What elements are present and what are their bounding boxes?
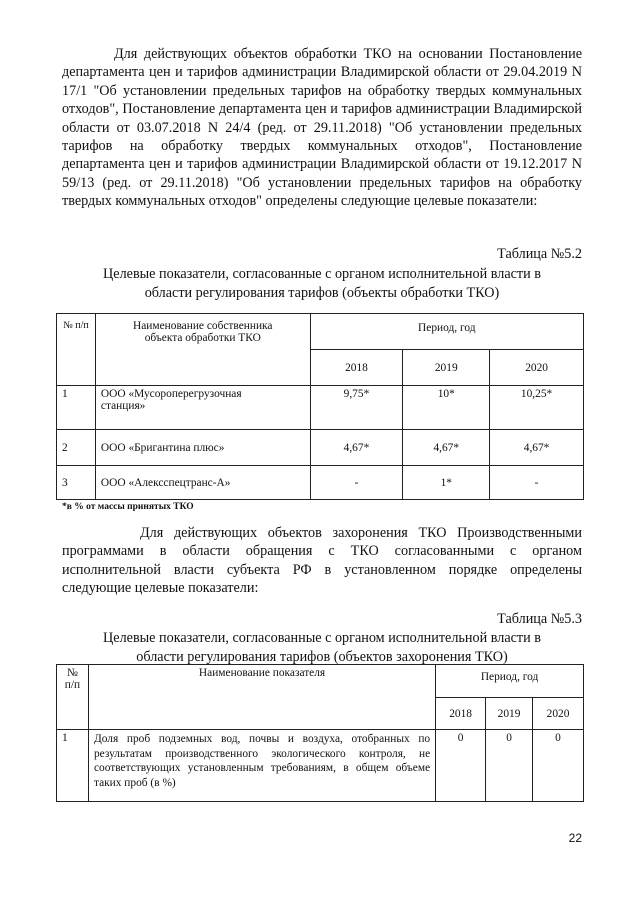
row-value: 0 — [486, 730, 533, 802]
row-value: 10* — [403, 386, 490, 430]
row-name: ООО «Алексспецтранс-А» — [95, 466, 310, 500]
row-num: 1 — [57, 386, 96, 430]
year-cell: 2019 — [486, 698, 533, 730]
row-num: 2 — [57, 430, 96, 466]
caption-line: Целевые показатели, согласованные с органом исполнительной власти в — [103, 630, 541, 646]
row-name: Доля проб подземных вод, почвы и воздуха, отобранных по результатам производственного экологического контроля, не соответствующих установленным требованиям, в общем объеме таких проб (в %) — [88, 730, 435, 802]
row-value: 0 — [533, 730, 584, 802]
page-number: 22 — [568, 831, 582, 845]
row-value: 4,67* — [310, 430, 403, 466]
header-line: объекта обработки ТКО — [144, 332, 261, 344]
col-name-header: Наименование показателя — [88, 665, 435, 730]
table-row — [57, 730, 584, 802]
year-cell: 2019 — [403, 350, 490, 386]
table-header-row — [57, 314, 584, 350]
col-name-header — [95, 314, 310, 386]
col-num-header: № п/п — [57, 314, 96, 386]
header-line: № — [67, 667, 78, 679]
caption-line: области регулирования тарифов (объекты обработки ТКО) — [144, 284, 500, 301]
col-period-header: Период, год — [310, 314, 583, 350]
table-header-row — [57, 665, 584, 698]
table-5-3 — [56, 664, 584, 802]
paragraph-processing-text: Для действующих объектов обработки ТКО на основании Постановление департамента цен и тарифов администрации Владимирской области от 29.04.2019 N 17/1 "Об установлении предельных тарифов на обработку твердых коммунальных отходов", Постановление департамента цен и тарифов администрации Владимирской области от 03.07.2018 N 24/4 (ред. от 29.11.2018) "Об установлении предельных тарифов на обработку твердых коммунальных отходов", Постановление департамента цен и тарифов администрации Владимирской области от 19.12.2017 N 59/13 (ред. от 29.11.2018) "Об установлении предельных тарифов на обработку твердых коммунальных отходов" определены следующие целевые показатели: — [62, 46, 582, 210]
row-value: 10,25* — [490, 386, 584, 430]
table-5-3-caption — [62, 629, 582, 666]
header-line: п/п — [64, 679, 81, 691]
table-5-2-label: Таблица №5.2 — [497, 246, 582, 262]
table-5-3-label: Таблица №5.3 — [497, 611, 582, 627]
row-name-line: станция» — [100, 400, 146, 412]
table-row — [57, 466, 584, 500]
row-name-line: ООО «Мусороперегрузочная — [100, 388, 242, 400]
table-5-2-caption — [62, 265, 582, 302]
year-cell: 2018 — [310, 350, 403, 386]
row-name — [95, 386, 310, 430]
caption-line: Целевые показатели, согласованные с органом исполнительной власти в — [103, 266, 541, 282]
row-value: 4,67* — [490, 430, 584, 466]
header-line: Наименование собственника — [133, 320, 273, 332]
col-num-header — [57, 665, 89, 730]
paragraph-processing — [62, 45, 582, 211]
paragraph-disposal — [62, 524, 582, 598]
row-value: - — [310, 466, 403, 500]
row-value: 9,75* — [310, 386, 403, 430]
paragraph-disposal-text: Для действующих объектов захоронения ТКО Производственными программами в области обращения с ТКО согласованными с органом исполнительной власти субъекта РФ в установленном порядке определены следующие целевые показатели: — [62, 525, 582, 597]
year-cell: 2020 — [533, 698, 584, 730]
row-value: 0 — [436, 730, 486, 802]
row-value: 4,67* — [403, 430, 490, 466]
row-num: 1 — [57, 730, 89, 802]
row-value: 1* — [403, 466, 490, 500]
caption-line: области регулирования тарифов (объектов захоронения ТКО) — [136, 648, 508, 665]
row-value: - — [490, 466, 584, 500]
table-row — [57, 386, 584, 430]
year-cell: 2020 — [490, 350, 584, 386]
table-5-2 — [56, 313, 584, 500]
table-row — [57, 430, 584, 466]
year-cell: 2018 — [436, 698, 486, 730]
row-name: ООО «Бригантина плюс» — [95, 430, 310, 466]
col-period-header: Период, год — [436, 665, 584, 698]
table-5-2-footnote: *в % от массы принятых ТКО — [62, 502, 194, 512]
row-num: 3 — [57, 466, 96, 500]
